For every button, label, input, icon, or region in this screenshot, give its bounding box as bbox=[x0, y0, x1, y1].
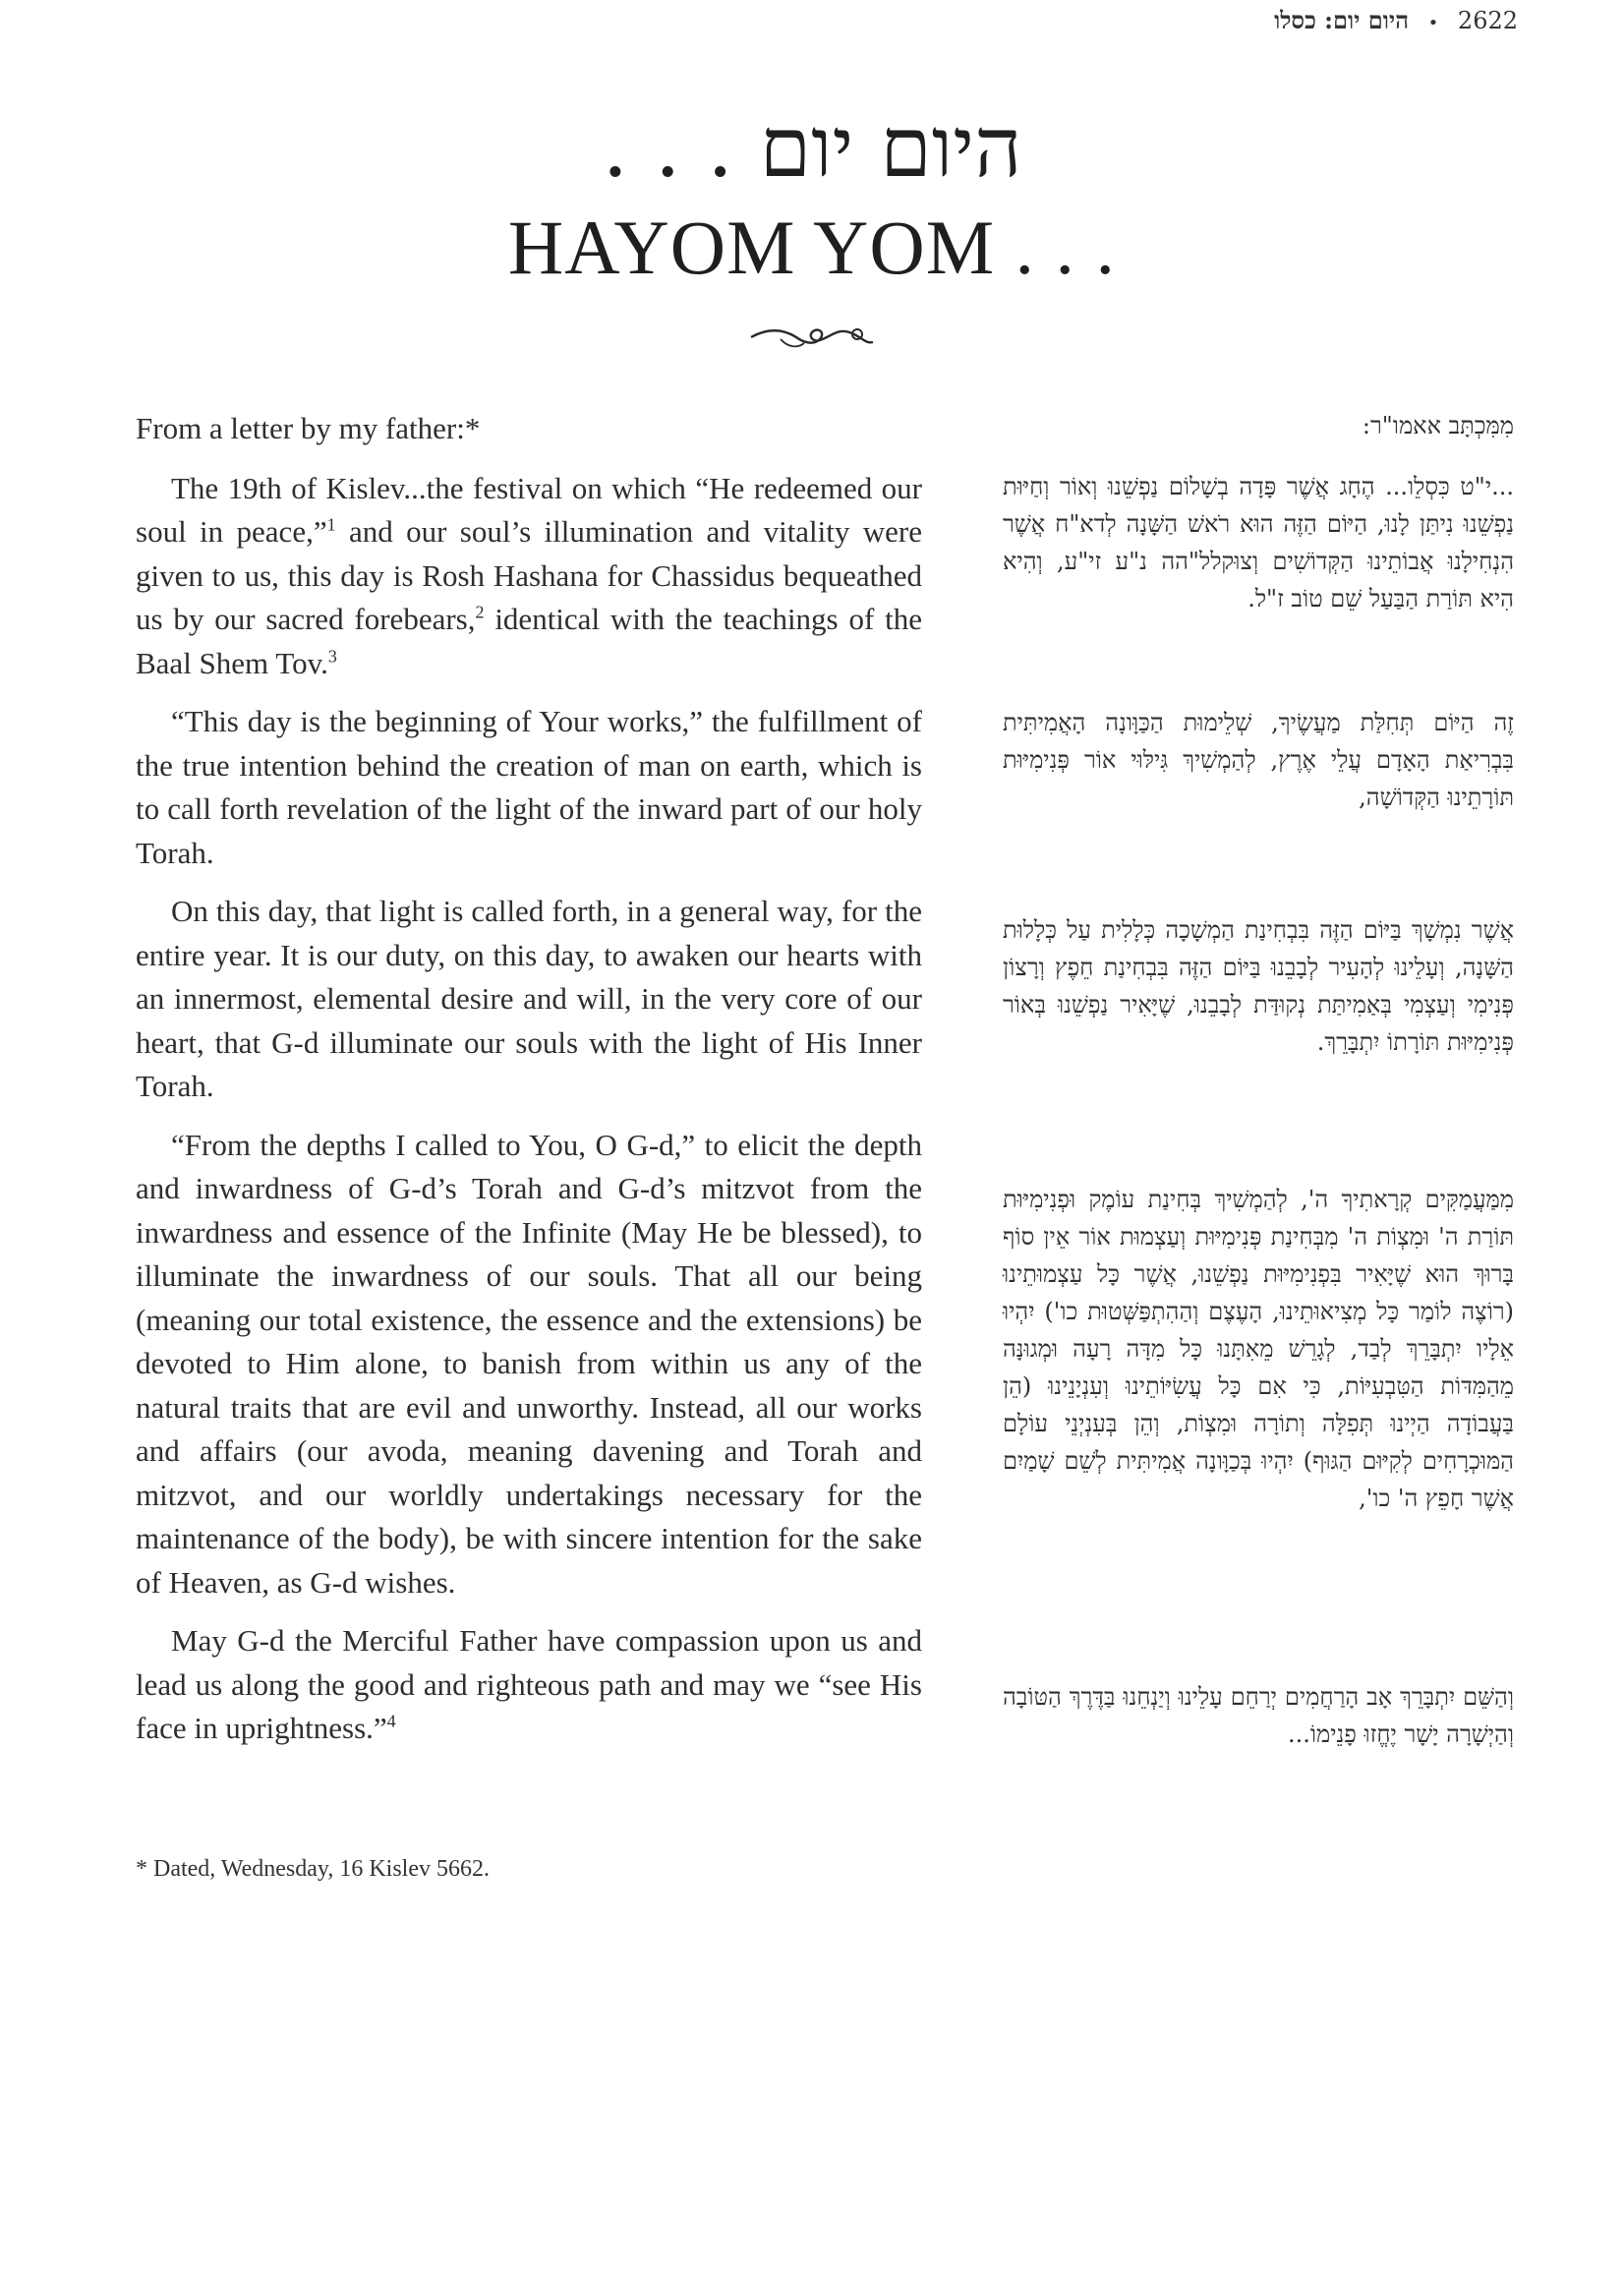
hebrew-paragraph-2: זֶה הַיּוֹם תְּחִלַּת מַעֲשֶׂיךָ, שְׁלֵימוּת הַכַּוָּונָה הָאֲמִיתִּית בִּבְרִיאַת הָאָדָם עֲלֵי אֶרֶץ, לְהַמְשִׁיךְ גִּילּוּי אוֹר פְּנִימִיּוּת תּוֹרָתֵינוּ הַקְּדוֹשָׁה, bbox=[1003, 709, 1514, 811]
running-head-title: היום יום: כסלו bbox=[1274, 6, 1410, 34]
footnote-ref-2: 2 bbox=[475, 602, 485, 622]
english-paragraph-4: “From the depths I called to You, O G-d,” to elicit the depth and inwardness of G-d’s Torah and G-d’s mitzvot from the inwardness and essence of the Infinite (May He be blessed), to illuminate the inwardness of our souls. That all our being (meaning our total existence, the essence and the extensions) be devoted to Him alone, to banish from within us any of the natural traits that are evil and unworthy. Instead, all our works and affairs (our avoda, meaning davening and Torah and mitzvot, and our worldly undertakings necessary for the maintenance of the body), be with sincere intention for the sake of Heaven, as G-d wishes. bbox=[136, 1127, 922, 1600]
footnote-ref-3: 3 bbox=[327, 646, 337, 667]
footnote-ref-4: 4 bbox=[386, 1711, 396, 1731]
running-head bbox=[1274, 6, 1518, 35]
page-number: 2622 bbox=[1457, 7, 1518, 34]
hebrew-paragraph-3: אֲשֶׁר נִמְשָׁךְ בַּיּוֹם הַזֶּה בִּבְחִינַת הַמְשָׁכָה כְּלָלִית עַל כְּלָלוּת הַשָּׁנָה, וְעָלֵינוּ לְהָעִיר לְבָבֵנוּ בַּיּוֹם הַזֶּה בִּבְחִינַת חֵפֶץ וְרָצוֹן פְּנִימִי וְעַצְמִי בְּאַמִיתַּת נְקוּדַּת לְבָבֵנוּ, שֶׁיָּאִיר נַפְשֵׁנוּ בְּאוֹר פְּנִימִיּוּת תּוֹרָתוֹ יִתְבָּרֵךְ. bbox=[1003, 916, 1514, 1056]
flourish-ornament-icon bbox=[747, 313, 877, 362]
hebrew-paragraph-5: וְהַשֵּׁם יִתְבָּרֵךְ אָב הָרַחֲמִים יְרַחֵם עָלֵינוּ וְיַנְחֵנוּ בַּדֶּרֶךְ הַטּוֹבָה וְהַיְשָׁרָה יָשָׁר יֶחֱזוּ פָנֵימוֹ... bbox=[1003, 1683, 1514, 1748]
footnote-ref-1: 1 bbox=[326, 514, 336, 535]
hebrew-intro: מִמִּכְתָּב אאמו"ר: bbox=[1362, 412, 1514, 439]
english-paragraph-1: The 19th of Kislev...the festival on which “He redeemed our soul in peace,”$^1$ and our soul’s illumination and vitality were given to us, this day is Rosh Hashana for Chassidus bequeathed us by our sacred forebears,$^2$ identical with the teachings of the Baal Shem Tov.$^3$ bbox=[136, 470, 923, 680]
hebrew-column bbox=[1003, 407, 1514, 1753]
hebrew-paragraph-1: ...י"ט כִּסְלֵו... הֶחָג אֲשֶׁר פָּדָה בְשָׁלוֹם נַפְשֵׁנוּ וְאוֹר וְחַיּוּת נַפְשֵׁנוּ נִיתַּן לָנוּ, הַיּוֹם הַזֶּה הוּא רֹאשׁ הַשָּׁנָה לְדא"ח אֲשֶׁר הִנְחִילָנוּ אֲבוֹתֵינוּ הַקְּדוֹשִׁים וְצוּקלל"הה נ"ע זי"ע, וְהִיא הִיא תּוֹרַת הַבַּעַל שֵׁם טוֹב ז"ל. bbox=[1003, 473, 1514, 612]
english-paragraph-2: “This day is the beginning of Your works,” the fulfillment of the true intention behind the creation of man on earth, which is to call forth revelation of the light of the inward part of our holy Torah. bbox=[136, 704, 922, 870]
title-hebrew: היום יום . . . bbox=[602, 99, 1022, 196]
title-english: HAYOM YOM . . . bbox=[507, 204, 1117, 290]
english-intro: From a letter by my father:* bbox=[136, 411, 481, 445]
english-paragraph-3: On this day, that light is called forth, in a general way, for the entire year. It is our duty, on this day, to awaken our hearts with an innermost, elemental desire and will, in the very core of our heart, that G-d illuminate our souls with the light of His Inner Torah. bbox=[136, 894, 922, 1103]
footnote: * Dated, Wednesday, 16 Kislev 5662. bbox=[136, 1856, 490, 1882]
page-title bbox=[0, 98, 1624, 295]
english-paragraph-5: May G-d the Merciful Father have compassion upon us and lead us along the good and righteous path and may we “see His face in uprightness.”$^4$ bbox=[136, 1623, 922, 1745]
hebrew-paragraph-4: מִמַּעֲמַקִּים קְרָאתִיךָ ה', לְהַמְשִׁיךְ בְּחִינַת עוֹמֶק וּפְנִימִיּוּת תּוֹרַת ה' וּמִצְוֹת ה' מִבְּחִינַת פְּנִימִיּוּת וְעַצְמוּת אוֹר אֵין סוֹף בָּרוּךְ הוּא שֶׁיָּאִיר בִּפְנִימִיּוּת נַפְשֵׁנוּ, אֲשֶׁר כָּל עַצְמוּתֵינוּ (רוֹצֶה לוֹמַר כָּל מְצִיאוּתֵינוּ, הָעֶצֶם וְהַהִתְפַּשְּׁטוּת כו') יִהְיוּ אֵלָיו יִתְבָּרֵךְ לְבַד, לְגָרֵשׁ מֵאִתָּנוּ כָּל מִדָּה רָעָה וּמְגוּנָּה מֵהַמִּדּוֹת הַטִּבְעִיּוֹת, כִּי אִם כָּל עֲשִׂיּוֹתֵינוּ וְעִנְיָנֵינוּ (הֵן בַּעֲבוֹדָה הַיְינוּ תְּפִלָּה וְתוֹרָה וּמִצְוֹת, וְהֵן בְּעִנְיְנֵי עוֹלָם הַמּוּכְרָחִים לְקִיּוּם הַגּוּף) יִהְיוּ בְּכַוָּונָה אֲמִיתִּית לְשֵׁם שָׁמַיִם אֲשֶׁר חָפֵץ ה' כו', bbox=[1003, 1186, 1514, 1512]
english-column bbox=[136, 407, 922, 1751]
running-head-separator: • bbox=[1427, 13, 1439, 33]
